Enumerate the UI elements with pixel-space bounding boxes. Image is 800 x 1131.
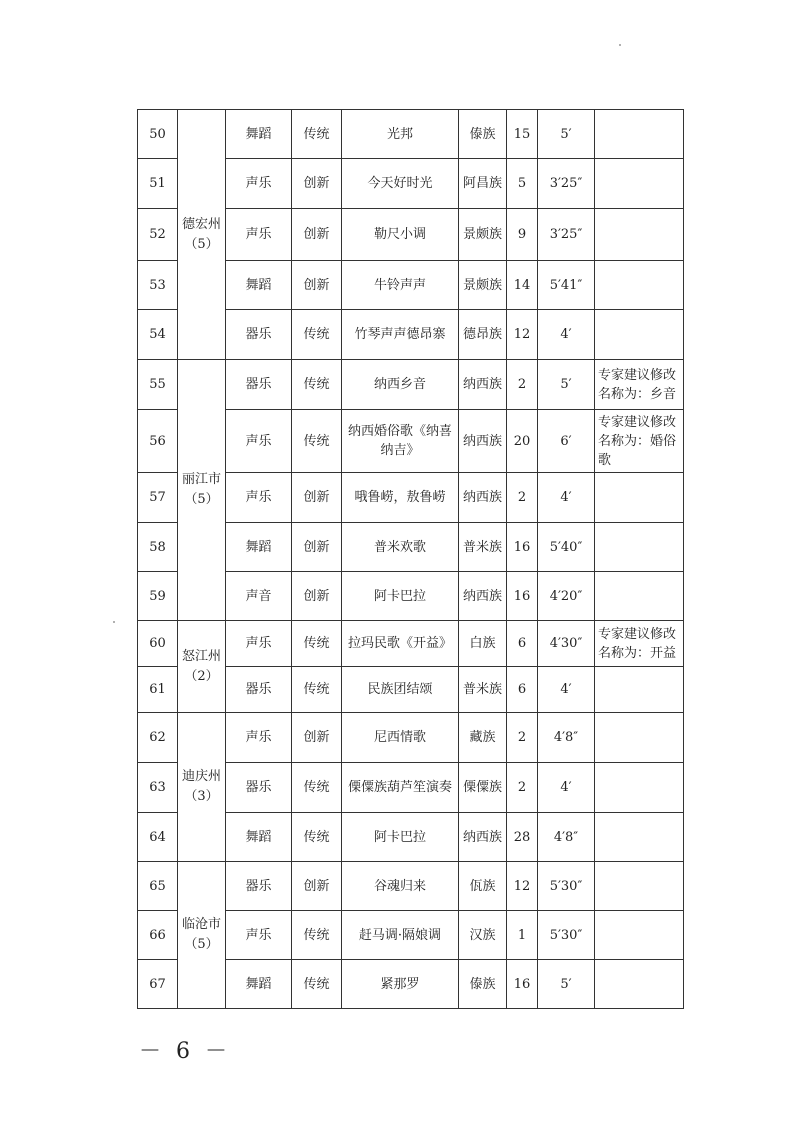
note-cell (595, 209, 684, 261)
category-cell: 传统 (292, 763, 342, 813)
row-number: 53 (138, 261, 178, 310)
note-cell (595, 523, 684, 572)
duration-cell: 4′ (538, 667, 595, 713)
title-cell: 普米欢歌 (342, 523, 459, 572)
duration-cell: 3′25″ (538, 159, 595, 209)
duration-cell: 4′30″ (538, 621, 595, 667)
count-cell: 16 (507, 572, 538, 621)
ethnic-cell: 纳西族 (459, 410, 507, 473)
duration-cell: 6′ (538, 410, 595, 473)
category-cell: 创新 (292, 572, 342, 621)
prefecture-count: （2） (184, 668, 219, 684)
note-cell (595, 473, 684, 523)
count-cell: 12 (507, 862, 538, 911)
row-number: 59 (138, 572, 178, 621)
ethnic-cell: 纳西族 (459, 813, 507, 862)
category-cell: 传统 (292, 911, 342, 960)
count-cell: 5 (507, 159, 538, 209)
type-cell: 舞蹈 (226, 960, 292, 1009)
ethnic-cell: 景颇族 (459, 261, 507, 310)
title-cell: 光邦 (342, 110, 459, 159)
prefecture-name: 临沧市 (181, 917, 221, 932)
type-cell: 器乐 (226, 862, 292, 911)
category-cell: 传统 (292, 110, 342, 159)
table-row (138, 360, 684, 410)
title-cell: 赶马调·隔娘调 (342, 911, 459, 960)
duration-cell: 5′ (538, 110, 595, 159)
title-cell: 今天好时光 (342, 159, 459, 209)
category-cell: 创新 (292, 261, 342, 310)
row-number: 62 (138, 713, 178, 763)
type-cell: 舞蹈 (226, 261, 292, 310)
table-row (138, 621, 684, 667)
row-number: 54 (138, 310, 178, 360)
ethnic-cell: 白族 (459, 621, 507, 667)
category-cell: 创新 (292, 862, 342, 911)
row-number: 65 (138, 862, 178, 911)
type-cell: 舞蹈 (226, 523, 292, 572)
title-cell: 勒尺小调 (342, 209, 459, 261)
type-cell: 器乐 (226, 310, 292, 360)
note-cell (595, 667, 684, 713)
count-cell: 2 (507, 713, 538, 763)
duration-cell: 4′8″ (538, 813, 595, 862)
type-cell: 声乐 (226, 713, 292, 763)
prefecture-count: （5） (184, 236, 219, 252)
type-cell: 声音 (226, 572, 292, 621)
count-cell: 1 (507, 911, 538, 960)
type-cell: 声乐 (226, 473, 292, 523)
note-cell (595, 713, 684, 763)
title-cell: 谷魂归来 (342, 862, 459, 911)
duration-cell: 4′ (538, 310, 595, 360)
row-number: 51 (138, 159, 178, 209)
row-number: 50 (138, 110, 178, 159)
category-cell: 传统 (292, 410, 342, 473)
count-cell: 15 (507, 110, 538, 159)
title-cell: 傈僳族葫芦笙演奏 (342, 763, 459, 813)
type-cell: 舞蹈 (226, 110, 292, 159)
prefecture-cell (178, 862, 226, 1009)
ethnic-cell: 傣族 (459, 960, 507, 1009)
ethnic-cell: 德昂族 (459, 310, 507, 360)
count-cell: 6 (507, 621, 538, 667)
row-number: 57 (138, 473, 178, 523)
row-number: 64 (138, 813, 178, 862)
duration-cell: 5′40″ (538, 523, 595, 572)
ethnic-cell: 纳西族 (459, 360, 507, 410)
duration-cell: 5′30″ (538, 911, 595, 960)
duration-cell: 5′ (538, 360, 595, 410)
type-cell: 声乐 (226, 209, 292, 261)
count-cell: 14 (507, 261, 538, 310)
prefecture-name: 迪庆州 (181, 769, 221, 784)
type-cell: 舞蹈 (226, 813, 292, 862)
count-cell: 6 (507, 667, 538, 713)
note-cell (595, 261, 684, 310)
type-cell: 器乐 (226, 360, 292, 410)
row-number: 55 (138, 360, 178, 410)
category-cell: 创新 (292, 523, 342, 572)
prefecture-name: 怒江州 (181, 648, 221, 664)
duration-cell: 4′ (538, 763, 595, 813)
count-cell: 2 (507, 473, 538, 523)
scan-speck (619, 44, 621, 46)
title-cell: 竹琴声声德昂寨 (342, 310, 459, 360)
note-cell: 专家建议修改名称为：乡音 (595, 360, 684, 410)
category-cell: 传统 (292, 310, 342, 360)
count-cell: 20 (507, 410, 538, 473)
count-cell: 9 (507, 209, 538, 261)
row-number: 61 (138, 667, 178, 713)
table-row (138, 110, 684, 159)
prefecture-count: （5） (184, 937, 219, 952)
row-number: 67 (138, 960, 178, 1009)
ethnic-cell: 傈僳族 (459, 763, 507, 813)
note-cell (595, 310, 684, 360)
category-cell: 创新 (292, 159, 342, 209)
duration-cell: 5′30″ (538, 862, 595, 911)
type-cell: 声乐 (226, 410, 292, 473)
prefecture-cell (178, 360, 226, 621)
note-cell (595, 110, 684, 159)
prefecture-cell (178, 621, 226, 713)
ethnic-cell: 纳西族 (459, 473, 507, 523)
scan-speck (113, 621, 115, 623)
title-cell: 阿卡巴拉 (342, 572, 459, 621)
ethnic-cell: 普米族 (459, 523, 507, 572)
type-cell: 声乐 (226, 159, 292, 209)
title-cell: 拉玛民歌《开益》 (342, 621, 459, 667)
title-cell: 紧那罗 (342, 960, 459, 1009)
page-number: － 6 － (139, 1039, 231, 1064)
title-cell: 阿卡巴拉 (342, 813, 459, 862)
count-cell: 12 (507, 310, 538, 360)
prefecture-name: 丽江市 (181, 472, 221, 487)
count-cell: 2 (507, 360, 538, 410)
title-cell: 民族团结颂 (342, 667, 459, 713)
type-cell: 声乐 (226, 621, 292, 667)
prefecture-count: （3） (184, 789, 219, 804)
category-cell: 传统 (292, 960, 342, 1009)
category-cell: 传统 (292, 360, 342, 410)
category-cell: 创新 (292, 209, 342, 261)
note-cell (595, 572, 684, 621)
ethnic-cell: 傣族 (459, 110, 507, 159)
type-cell: 器乐 (226, 763, 292, 813)
note-cell: 专家建议修改名称为：开益 (595, 621, 684, 667)
note-cell (595, 159, 684, 209)
category-cell: 传统 (292, 621, 342, 667)
ethnic-cell: 汉族 (459, 911, 507, 960)
count-cell: 16 (507, 523, 538, 572)
count-cell: 2 (507, 763, 538, 813)
category-cell: 创新 (292, 473, 342, 523)
prefecture-name: 德宏州 (181, 216, 221, 232)
ethnic-cell: 景颇族 (459, 209, 507, 261)
row-number: 63 (138, 763, 178, 813)
title-cell: 纳西婚俗歌《纳喜纳吉》 (342, 410, 459, 473)
row-number: 60 (138, 621, 178, 667)
note-cell (595, 960, 684, 1009)
ethnic-cell: 普米族 (459, 667, 507, 713)
program-table (137, 109, 684, 1009)
note-cell (595, 813, 684, 862)
title-cell: 牛铃声声 (342, 261, 459, 310)
ethnic-cell: 藏族 (459, 713, 507, 763)
ethnic-cell: 纳西族 (459, 572, 507, 621)
duration-cell: 5′41″ (538, 261, 595, 310)
category-cell: 传统 (292, 813, 342, 862)
duration-cell: 4′ (538, 473, 595, 523)
type-cell: 器乐 (226, 667, 292, 713)
type-cell: 声乐 (226, 911, 292, 960)
note-cell: 专家建议修改名称为：婚俗歌 (595, 410, 684, 473)
table-row (138, 713, 684, 763)
title-cell: 尼西情歌 (342, 713, 459, 763)
title-cell: 哦鲁崂，敖鲁崂 (342, 473, 459, 523)
table-row (138, 862, 684, 911)
duration-cell: 4′20″ (538, 572, 595, 621)
ethnic-cell: 佤族 (459, 862, 507, 911)
ethnic-cell: 阿昌族 (459, 159, 507, 209)
duration-cell: 3′25″ (538, 209, 595, 261)
row-number: 52 (138, 209, 178, 261)
count-cell: 28 (507, 813, 538, 862)
row-number: 56 (138, 410, 178, 473)
prefecture-cell (178, 110, 226, 360)
category-cell: 创新 (292, 713, 342, 763)
prefecture-count: （5） (184, 492, 219, 507)
count-cell: 16 (507, 960, 538, 1009)
row-number: 58 (138, 523, 178, 572)
duration-cell: 4′8″ (538, 713, 595, 763)
prefecture-cell (178, 713, 226, 862)
note-cell (595, 862, 684, 911)
note-cell (595, 911, 684, 960)
row-number: 66 (138, 911, 178, 960)
note-cell (595, 763, 684, 813)
duration-cell: 5′ (538, 960, 595, 1009)
title-cell: 纳西乡音 (342, 360, 459, 410)
category-cell: 传统 (292, 667, 342, 713)
